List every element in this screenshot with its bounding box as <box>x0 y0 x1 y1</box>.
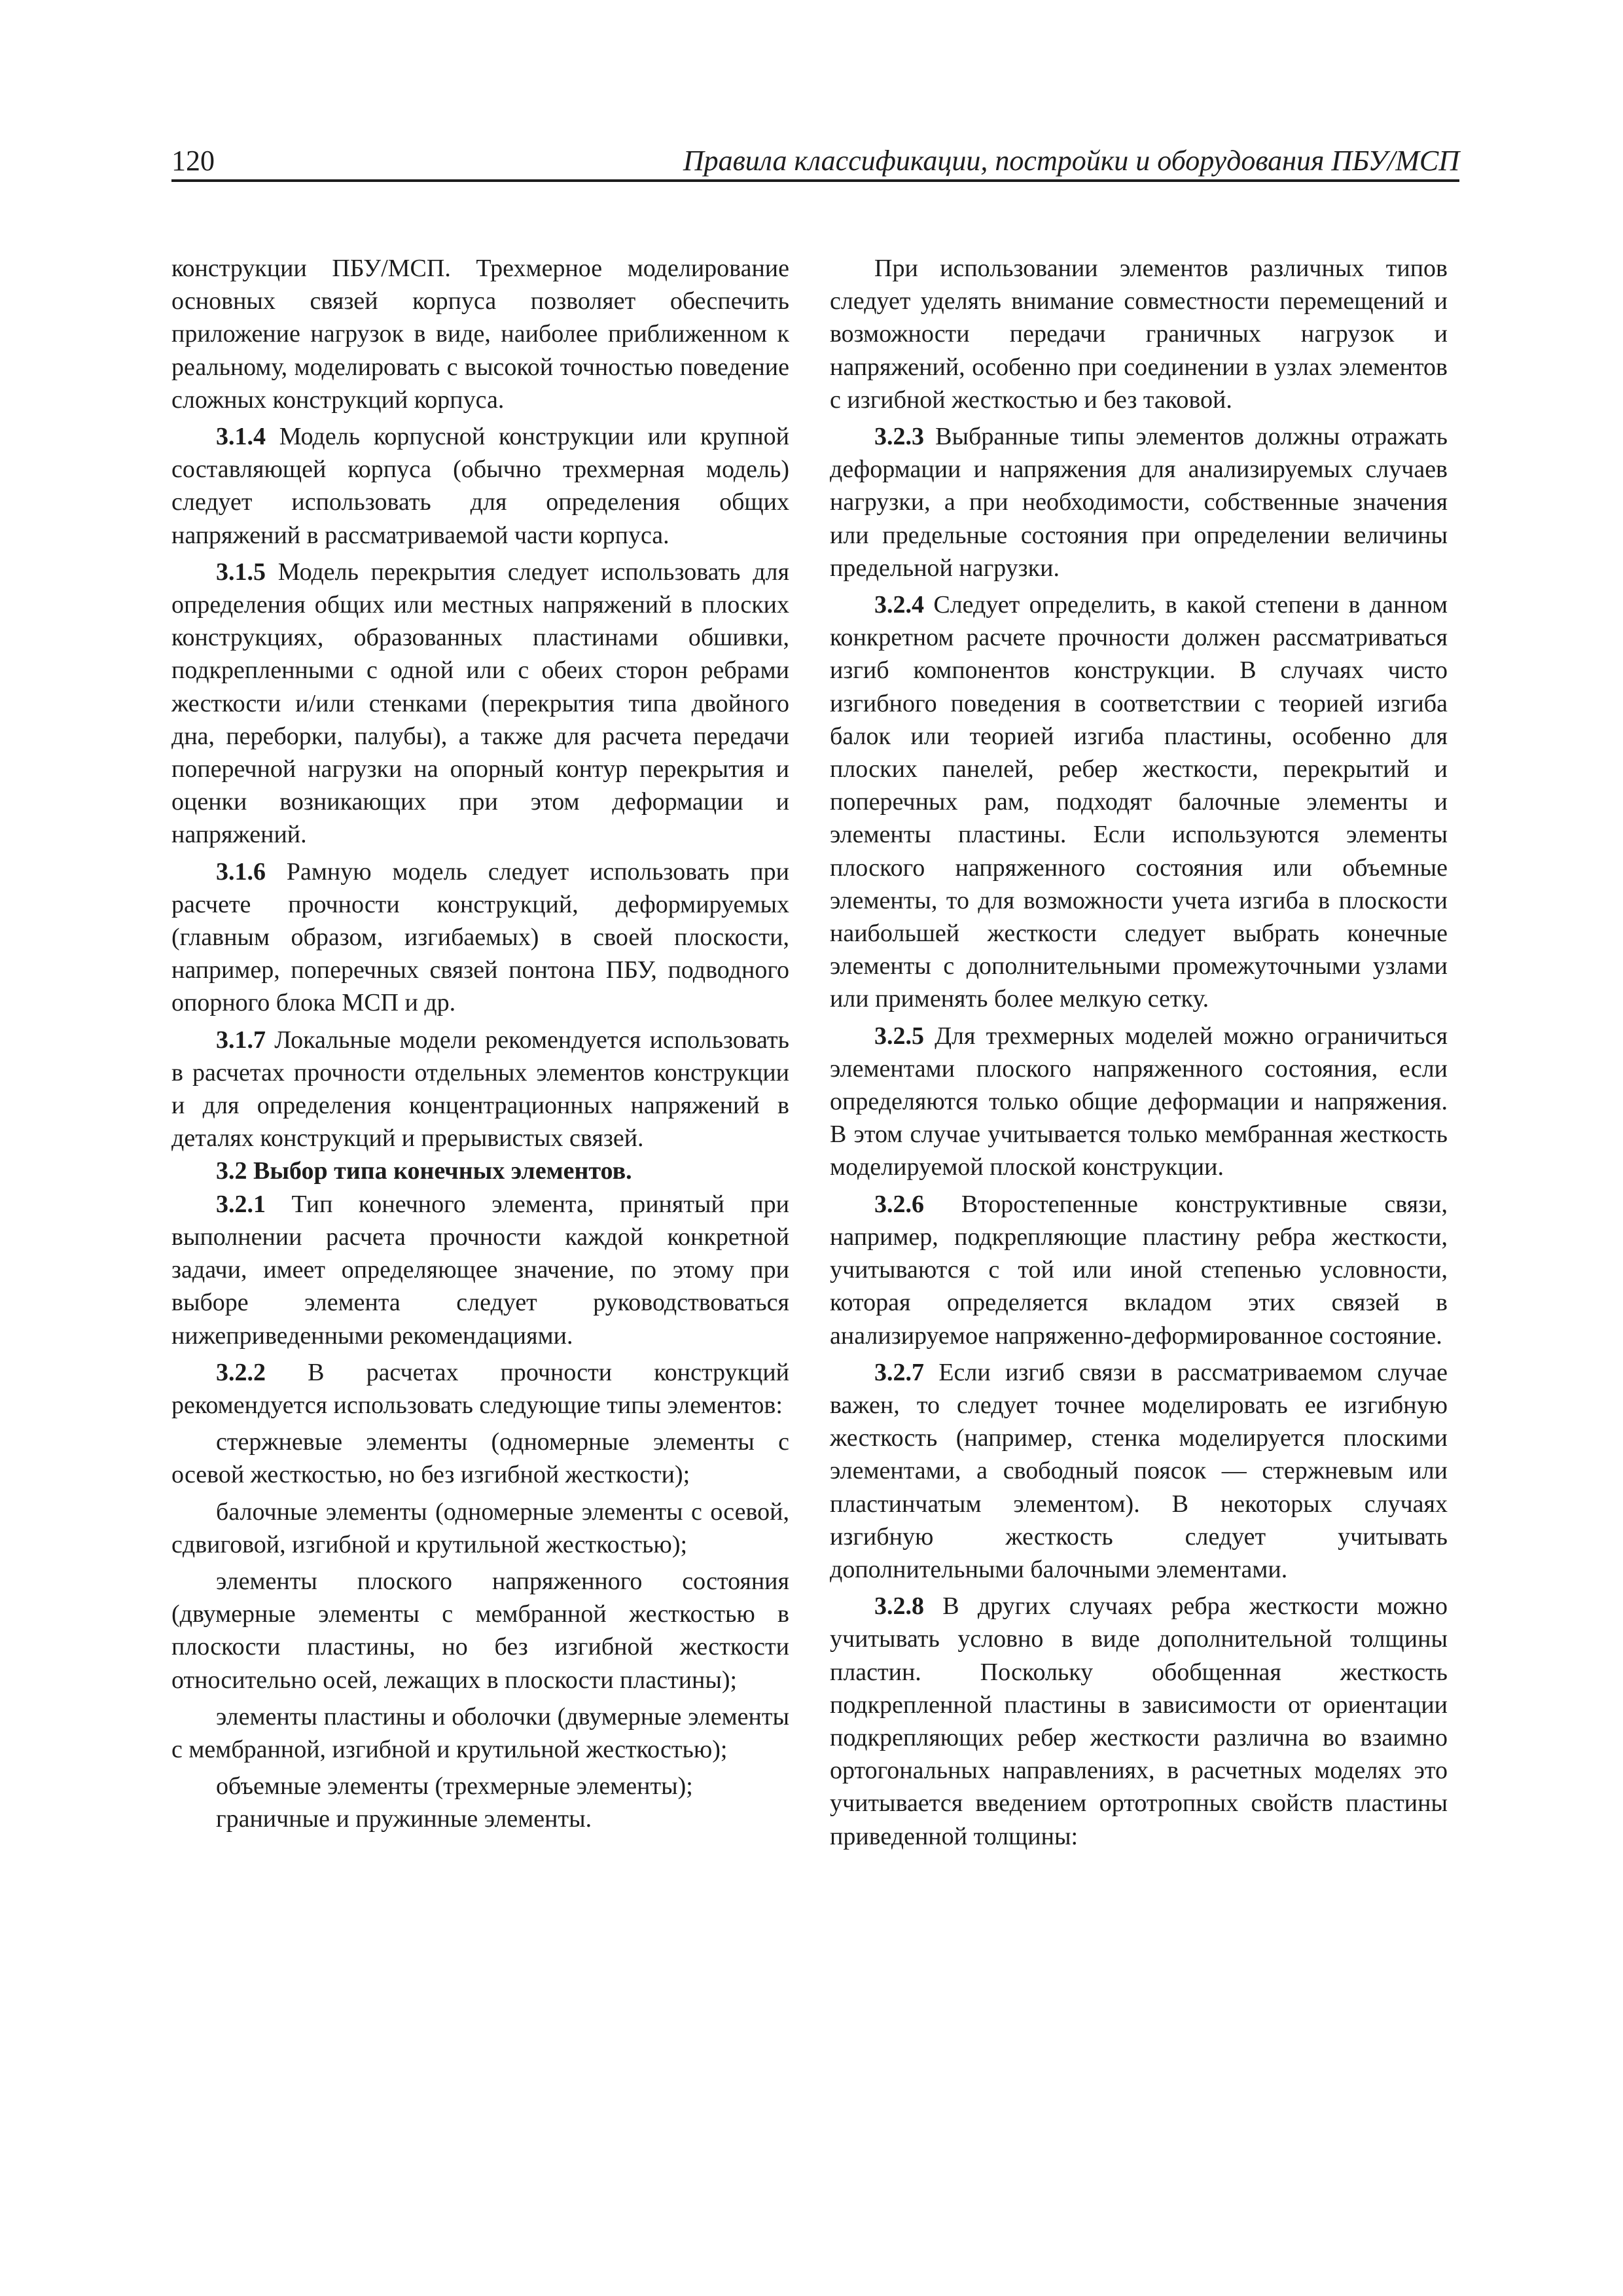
list-item-text: граничные и пружинные элементы. <box>216 1805 592 1833</box>
section-number: 3.2.8 <box>874 1592 924 1621</box>
paragraph <box>171 1356 789 1422</box>
paragraph-text: Модель перекрытия следует использовать для определения общих или местных напряжений в плоских конструкциях, образованных пластинами обшивки, подкрепленными с одной или с обеих сторон ребрами жесткости и/или стенками (перекрытия типа двойного дна, переборки, палубы), а также для расчета передачи поперечной нагрузки на опорный контур перекрытия и оценки возникающих при этом деформации и напряжений. <box>171 558 789 849</box>
list-item <box>171 1565 789 1696</box>
paragraph-text: Если изгиб связи в рассматриваемом случае важен, то следует точнее моделировать ее изгибную жесткость (например, стенка моделируется плоскими элементами, а свободный поясок — стержневым или пластинчатым элементом). В некоторых случаях изгибную жесткость следует учитывать дополнительными балочными элементами. <box>830 1358 1448 1583</box>
paragraph-text: Тип конечного элемента, принятый при выполнении расчета прочности каждой конкретной задачи, имеет определяющее значение, по этому при выборе элемента следует руководствоваться нижеприведенными рекомендациями. <box>171 1190 789 1350</box>
list-item-text: балочные элементы (одномерные элементы с осевой, сдвиговой, изгибной и крутильной жесткостью); <box>171 1498 789 1558</box>
list-item <box>171 1426 789 1491</box>
list-item-text: стержневые элементы (одномерные элементы с осевой жесткостью, но без изгибной жесткости); <box>171 1428 789 1489</box>
list-item-text: элементы пластины и оболочки (двумерные элементы с мембранной, изгибной и крутильной жесткостью); <box>171 1702 789 1763</box>
list-item <box>171 1700 789 1766</box>
list-item <box>171 1496 789 1561</box>
left-column <box>171 252 789 1836</box>
section-number: 3.1.5 <box>216 558 266 586</box>
paragraph <box>830 1356 1448 1586</box>
paragraph <box>171 1024 789 1155</box>
section-number: 3.1.6 <box>216 857 266 886</box>
paragraph-text: В других случаях ребра жесткости можно учитывать условно в виде дополнительной толщины пластин. Поскольку обобщенная жесткость подкрепленной пластины в зависимости от ориентации подкрепляющих ребер жесткости различна во взаимно ортогональных направлениях, в расчетных моделях это учитывается введением ортотропных свойств пластины приведенной толщины: <box>830 1592 1448 1850</box>
paragraph <box>830 588 1448 1016</box>
section-number: 3.2.7 <box>874 1358 924 1386</box>
paragraph <box>171 855 789 1020</box>
section-number: 3.1.7 <box>216 1026 266 1054</box>
section-number: 3.2.1 <box>216 1190 266 1218</box>
section-heading-text: 3.2 Выбор типа конечных элементов. <box>216 1157 632 1185</box>
paragraph <box>830 1188 1448 1352</box>
paragraph-text: При использовании элементов различных типов следует уделять внимание совместности перемещений и возможности передачи граничных нагрузок и напряжений, особенно при соединении в узлах элементов с изгибной жесткостью и без таковой. <box>830 255 1448 414</box>
paragraph <box>830 420 1448 584</box>
list-item-text: элементы плоского напряженного состояния (двумерные элементы с мембранной жесткостью в плоскости пластины, но без изгибной жесткости относительно осей, лежащих в плоскости пластины); <box>171 1567 789 1694</box>
right-column <box>830 252 1448 1853</box>
section-number: 3.2.2 <box>216 1358 266 1386</box>
paragraph-text: Второстепенные конструктивные связи, например, подкрепляющие пластину ребра жесткости, учитываются с той или иной степенью условности, которая определяется вкладом этих связей в анализируемое напряженно-деформированное состояние. <box>830 1190 1448 1350</box>
paragraph-text: В расчетах прочности конструкций рекомендуется использовать следующие типы элементов: <box>171 1358 789 1419</box>
section-number: 3.2.3 <box>874 423 924 451</box>
paragraph-text: Следует определить, в какой степени в данном конкретном расчете прочности должен рассматриваться изгиб компонентов конструкции. В случаях чисто изгибного поведения в соответствии с теорией изгиба балок или теорией изгиба пластины, особенно для плоских панелей, ребер жесткости, перекрытий и поперечных рам, подходят балочные элементы и элементы пластины. Если используются элементы плоского напряженного состояния или объемные элементы, то для возможности учета изгиба в плоскости наибольшей жесткости следует выбрать конечные элементы с дополнительными промежуточными узлами или применять более мелкую сетку. <box>830 591 1448 1013</box>
list-item-text: объемные элементы (трехмерные элементы); <box>216 1772 693 1801</box>
page-header <box>171 143 1459 179</box>
section-number: 3.2.4 <box>874 591 924 619</box>
paragraph <box>171 556 789 852</box>
section-heading <box>171 1155 789 1187</box>
paragraph-text: конструкции ПБУ/МСП. Трехмерное моделирование основных связей корпуса позволяет обеспечить приложение нагрузок в виде, наиболее приближенном к реальному, моделировать с высокой точностью поведение сложных конструкций корпуса. <box>171 255 789 414</box>
paragraph <box>171 1188 789 1352</box>
paragraph <box>830 1590 1448 1853</box>
section-number: 3.1.4 <box>216 423 266 451</box>
paragraph-text: Выбранные типы элементов должны отражать деформации и напряжения для анализируемых случаев нагрузки, а при необходимости, собственные значения или предельные состояния при определении величины предельной нагрузки. <box>830 423 1448 582</box>
paragraph-text: Модель корпусной конструкции или крупной составляющей корпуса (обычно трехмерная модель) следует использовать для определения общих напряжений в рассматриваемой части корпуса. <box>171 423 789 549</box>
section-number: 3.2.6 <box>874 1190 924 1218</box>
paragraph <box>830 1020 1448 1184</box>
paragraph-text: Локальные модели рекомендуется использовать в расчетах прочности отдельных элементов конструкции и для определения концентрационных напряжений в деталях конструкций и прерывистых связей. <box>171 1026 789 1153</box>
list-item <box>171 1803 789 1835</box>
header-rule <box>171 179 1459 182</box>
page-number: 120 <box>171 145 215 177</box>
running-title: Правила классификации, постройки и оборудования ПБУ/МСП <box>683 145 1459 177</box>
paragraph <box>830 252 1448 416</box>
paragraph <box>171 252 789 416</box>
list-item <box>171 1770 789 1803</box>
paragraph-text: Рамную модель следует использовать при расчете прочности конструкций, деформируемых (главным образом, изгибаемых) в своей плоскости, например, поперечных связей понтона ПБУ, подводного опорного блока МСП и др. <box>171 857 789 1017</box>
paragraph-text: Для трехмерных моделей можно ограничиться элементами плоского напряженного состояния, если определяются только общие деформации и напряжения. В этом случае учитывается только мембранная жесткость моделируемой плоской конструкции. <box>830 1022 1448 1181</box>
paragraph <box>171 420 789 552</box>
section-number: 3.2.5 <box>874 1022 924 1050</box>
